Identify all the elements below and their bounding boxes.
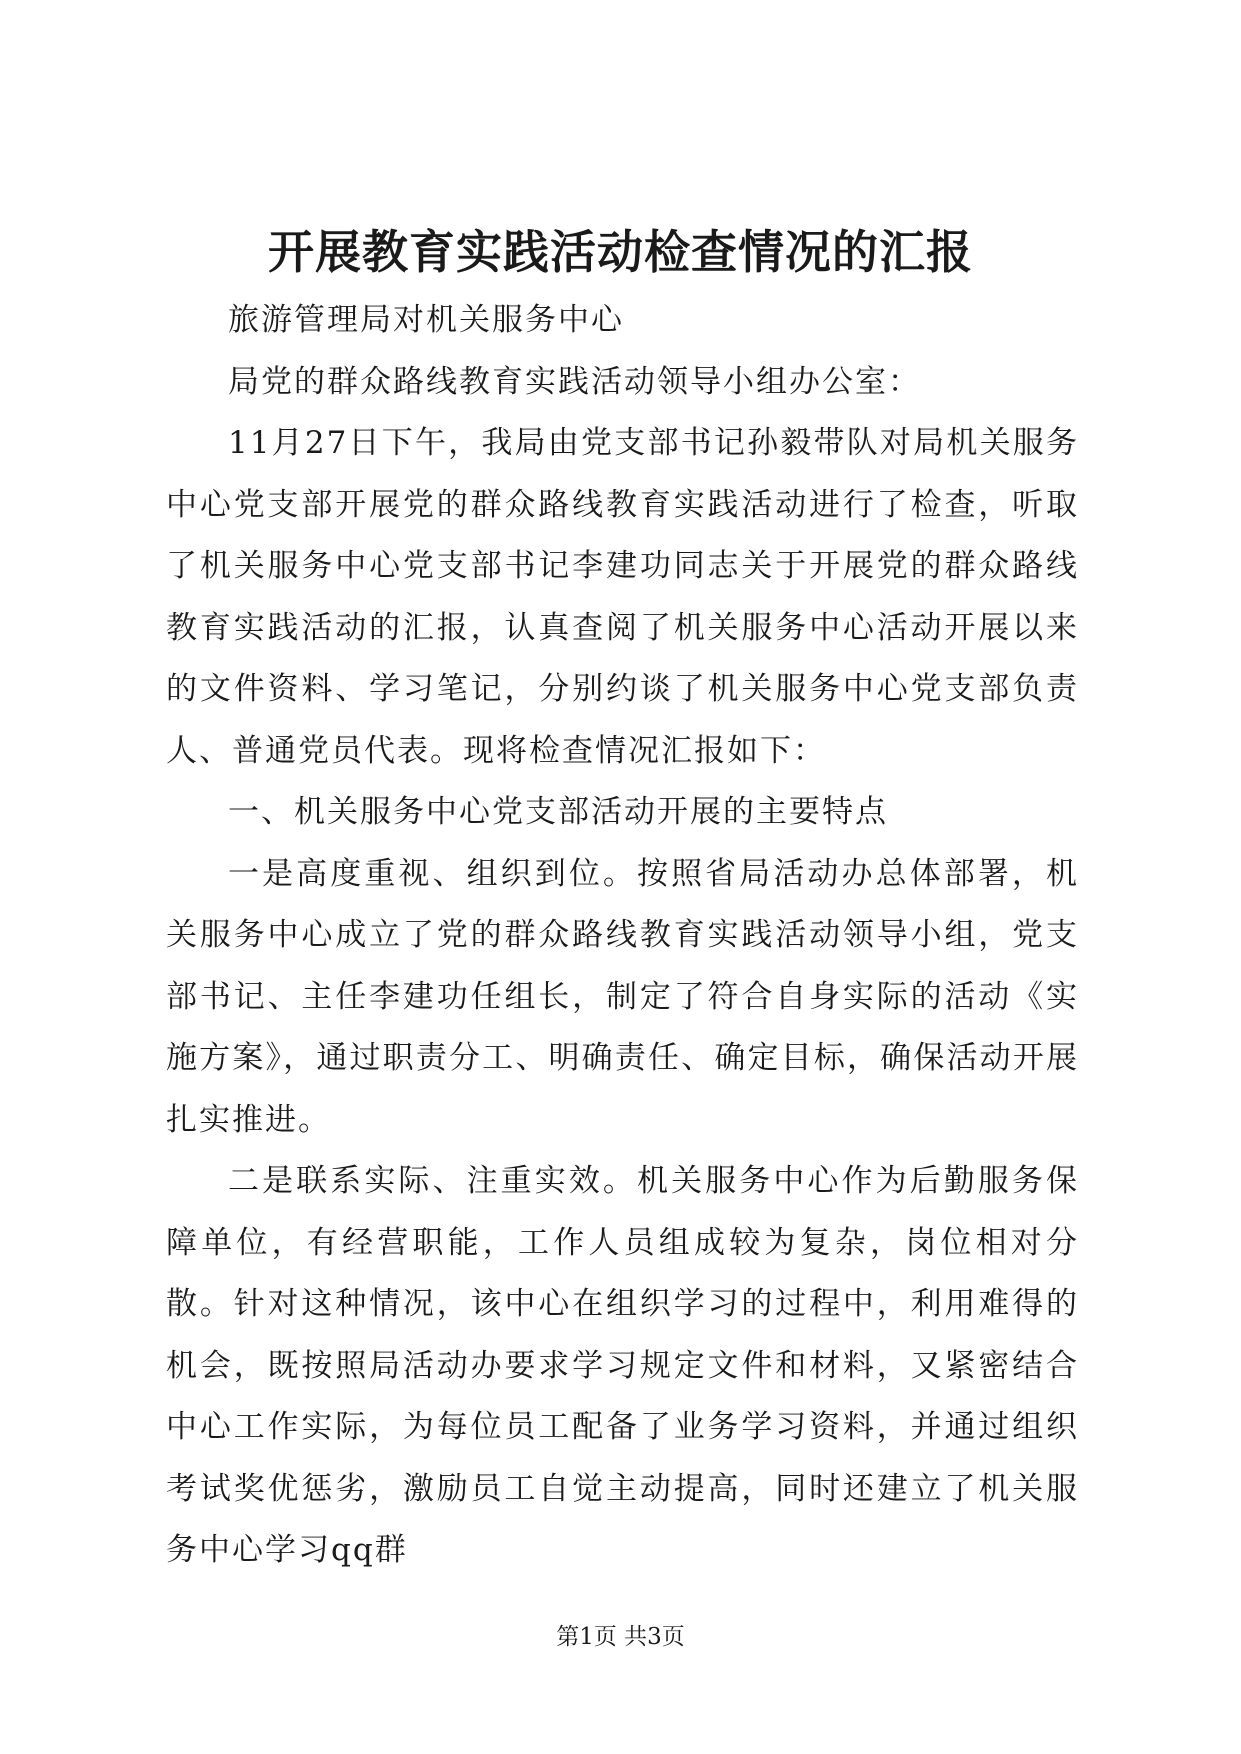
paragraph-salutation: 局党的群众路线教育实践活动领导小组办公室：	[228, 363, 921, 400]
document-title: 开展教育实践活动检查情况的汇报	[268, 225, 973, 279]
paragraph-intro: 11月27日下午，我局由党支部书记孙毅带队对局机关服务中心党支部开展党的群众路线教育实践活动进行了检查，听取了机关服务中心党支部书记李建功同志关于开展党的群众路线教育实践活动的汇报，认真查阅了机关服务中心活动开展以来的文件资料、学习笔记，分别约谈了机关服务中心党支部负责人、普通党员代表。现将检查情况汇报如下：	[166, 425, 1079, 769]
paragraph-point-1: 一是高度重视、组织到位。按照省局活动办总体部署，机关服务中心成立了党的群众路线教育实践活动领导小组，党支部书记、主任李建功任组长，制定了符合自身实际的活动《实施方案》，通过职责分工、明确责任、确定目标，确保活动开展扎实推进。	[166, 855, 1079, 1138]
paragraph-recipient-unit: 旅游管理局对机关服务中心	[228, 302, 624, 338]
paragraph-point-2: 二是联系实际、注重实效。机关服务中心作为后勤服务保障单位，有经营职能，工作人员组成较为复杂，岗位相对分散。针对这种情况，该中心在组织学习的过程中，利用难得的机会，既按照局活动办要求学习规定文件和材料，又紧密结合中心工作实际，为每位员工配备了业务学习资料，并通过组织考试奖优惩劣，激励员工自觉主动提高，同时还建立了机关服务中心学习qq群	[166, 1163, 1079, 1568]
page-number-footer: 第1页 共3页	[556, 1624, 685, 1650]
section-heading-1: 一、机关服务中心党支部活动开展的主要特点	[228, 794, 888, 830]
document-body	[166, 290, 1079, 1582]
